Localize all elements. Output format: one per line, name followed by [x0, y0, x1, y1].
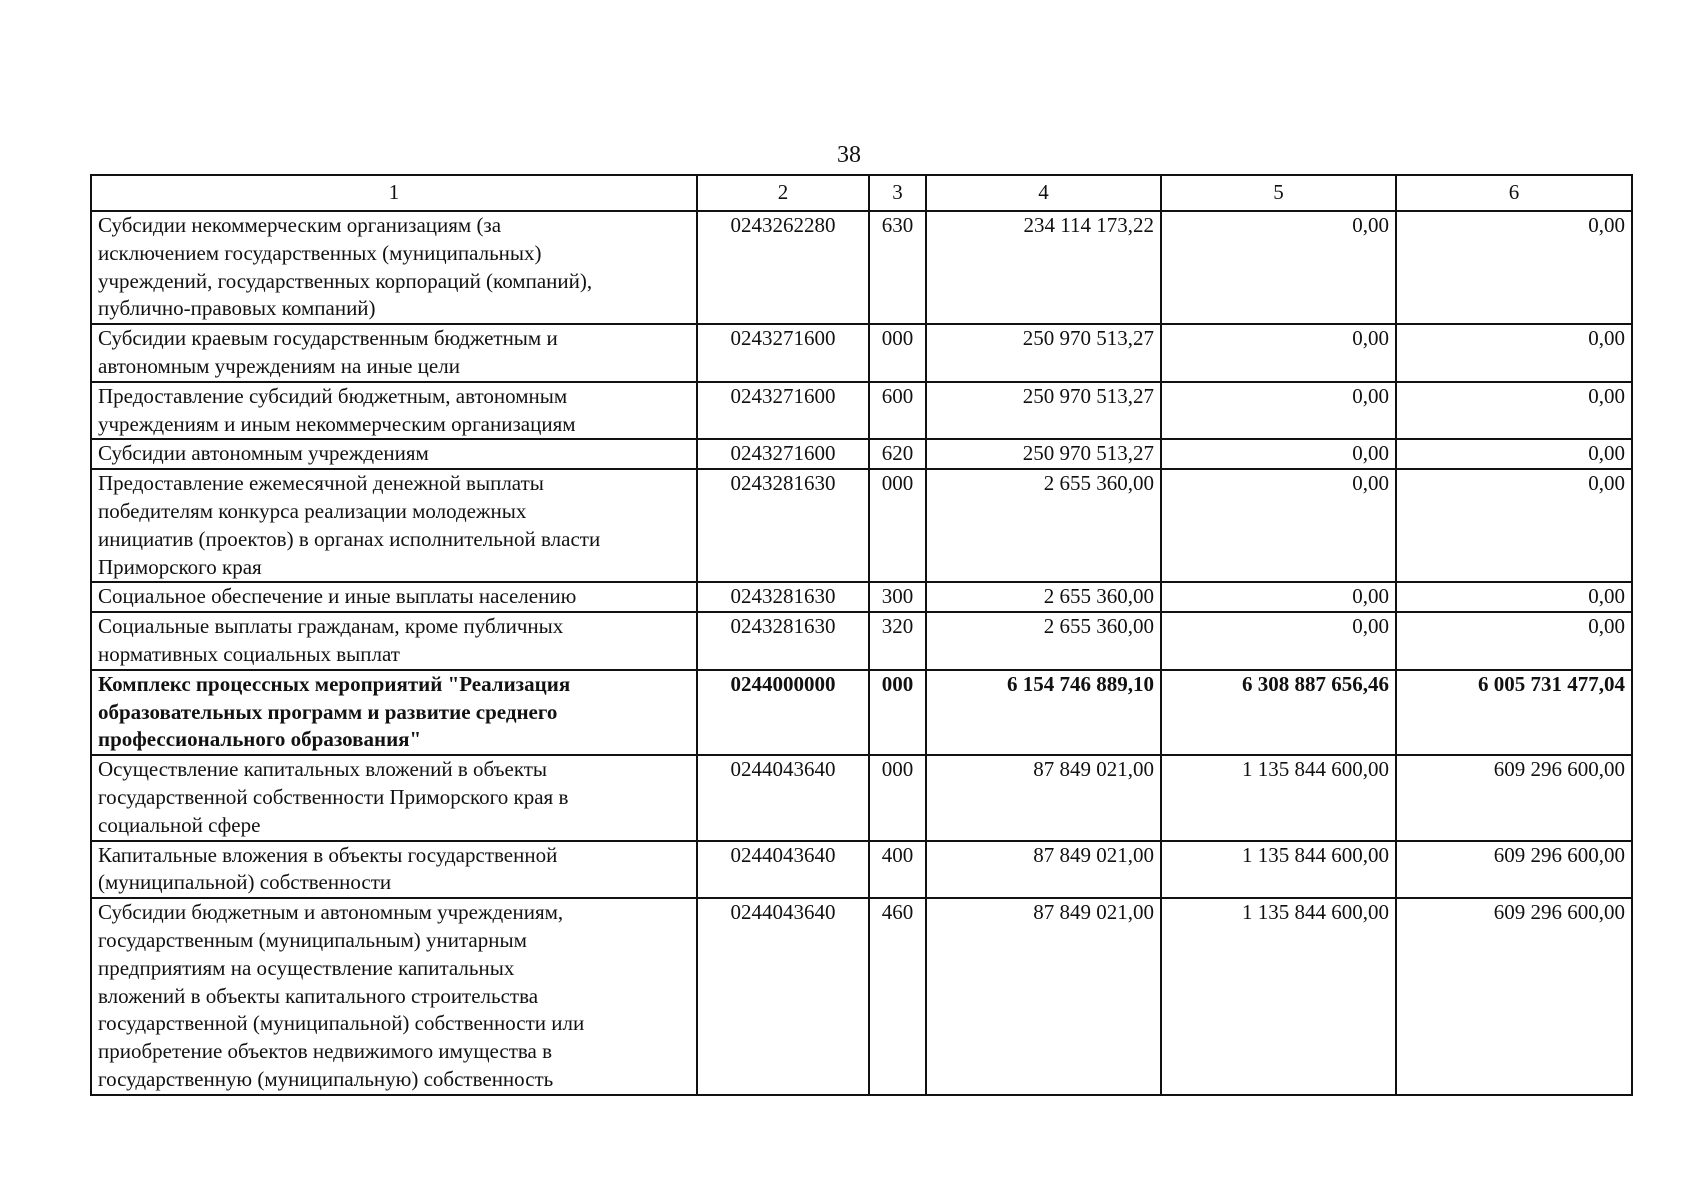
- row-code: 0244043640: [697, 841, 869, 899]
- header-col-4: 4: [926, 175, 1161, 211]
- row-code: 0243262280: [697, 211, 869, 324]
- row-name-line: образовательных программ и развитие среднего: [98, 699, 558, 724]
- row-amount-col4: 2 655 360,00: [926, 612, 1161, 670]
- header-col-1: 1: [91, 175, 697, 211]
- row-code: 0243271600: [697, 439, 869, 469]
- row-amount-col6: 609 296 600,00: [1396, 898, 1632, 1095]
- row-code: 0243271600: [697, 382, 869, 440]
- row-amount-col6: 6 005 731 477,04: [1396, 670, 1632, 755]
- row-amount-col5: 0,00: [1161, 324, 1396, 382]
- row-name-line: Социальное обеспечение и иные выплаты населению: [98, 584, 577, 609]
- row-amount-col6: 0,00: [1396, 582, 1632, 612]
- row-amount-col6: 0,00: [1396, 469, 1632, 582]
- row-name-line: (муниципальной) собственности: [98, 870, 392, 895]
- row-name-line: Социальные выплаты гражданам, кроме публичных: [98, 614, 564, 639]
- row-name-line: государственной собственности Приморского края в: [98, 784, 569, 809]
- row-expense-type: 300: [869, 582, 926, 612]
- row-name-line: учреждениям и иным некоммерческим организациям: [98, 411, 576, 436]
- row-code: 0243281630: [697, 582, 869, 612]
- row-name-line: вложений в объекты капитального строительства: [98, 983, 539, 1008]
- row-amount-col6: 0,00: [1396, 211, 1632, 324]
- row-expense-type: 000: [869, 324, 926, 382]
- row-amount-col4: 2 655 360,00: [926, 582, 1161, 612]
- row-name: [91, 324, 697, 382]
- row-name: [91, 755, 697, 840]
- table-header-row: [91, 175, 1632, 211]
- row-amount-col5: 0,00: [1161, 469, 1396, 582]
- row-amount-col4: 6 154 746 889,10: [926, 670, 1161, 755]
- row-name: [91, 898, 697, 1095]
- header-col-5: 5: [1161, 175, 1396, 211]
- row-name-line: Субсидии автономным учреждениям: [98, 441, 429, 466]
- row-name-line: публично-правовых компаний): [98, 296, 376, 321]
- row-amount-col6: 0,00: [1396, 382, 1632, 440]
- budget-table: [90, 174, 1633, 1096]
- row-name: [91, 582, 697, 612]
- row-amount-col4: 87 849 021,00: [926, 755, 1161, 840]
- row-name-line: государственным (муниципальным) унитарным: [98, 927, 527, 952]
- page-number: 38: [837, 142, 861, 168]
- row-code: 0244000000: [697, 670, 869, 755]
- table-row: [91, 211, 1632, 324]
- row-code: 0243281630: [697, 469, 869, 582]
- row-amount-col5: 1 135 844 600,00: [1161, 755, 1396, 840]
- table-row: [91, 898, 1632, 1095]
- row-name-line: профессионального образования": [98, 727, 422, 752]
- row-name-line: Комплекс процессных мероприятий "Реализация: [98, 671, 571, 696]
- row-expense-type: 400: [869, 841, 926, 899]
- table-body: [91, 211, 1632, 1095]
- row-expense-type: 460: [869, 898, 926, 1095]
- row-name-line: нормативных социальных выплат: [98, 641, 400, 666]
- header-col-3: 3: [869, 175, 926, 211]
- header-col-6: 6: [1396, 175, 1632, 211]
- row-expense-type: 600: [869, 382, 926, 440]
- row-code: 0243281630: [697, 612, 869, 670]
- table-row: [91, 612, 1632, 670]
- row-amount-col4: 234 114 173,22: [926, 211, 1161, 324]
- row-name: [91, 382, 697, 440]
- row-amount-col4: 87 849 021,00: [926, 898, 1161, 1095]
- header-col-2: 2: [697, 175, 869, 211]
- row-amount-col6: 0,00: [1396, 324, 1632, 382]
- row-name: [91, 211, 697, 324]
- row-amount-col4: 250 970 513,27: [926, 439, 1161, 469]
- row-name: [91, 439, 697, 469]
- table-row: [91, 439, 1632, 469]
- row-name-line: Субсидии некоммерческим организациям (за: [98, 213, 502, 237]
- row-name-line: государственной (муниципальной) собственности или: [98, 1011, 585, 1036]
- row-amount-col5: 0,00: [1161, 612, 1396, 670]
- row-amount-col6: 609 296 600,00: [1396, 841, 1632, 899]
- row-expense-type: 000: [869, 670, 926, 755]
- row-expense-type: 630: [869, 211, 926, 324]
- row-name: [91, 469, 697, 582]
- row-amount-col4: 250 970 513,27: [926, 324, 1161, 382]
- row-amount-col6: 609 296 600,00: [1396, 755, 1632, 840]
- table-row: [91, 755, 1632, 840]
- row-amount-col5: 1 135 844 600,00: [1161, 841, 1396, 899]
- row-amount-col5: 0,00: [1161, 382, 1396, 440]
- row-expense-type: 620: [869, 439, 926, 469]
- table-row: [91, 324, 1632, 382]
- row-amount-col5: 0,00: [1161, 211, 1396, 324]
- row-name-line: Приморского края: [98, 554, 262, 579]
- row-amount-col6: 0,00: [1396, 612, 1632, 670]
- table-row: [91, 670, 1632, 755]
- row-code: 0243271600: [697, 324, 869, 382]
- row-amount-col5: 1 135 844 600,00: [1161, 898, 1396, 1095]
- row-name-line: исключением государственных (муниципальных): [98, 240, 542, 265]
- row-name-line: Осуществление капитальных вложений в объекты: [98, 757, 548, 782]
- row-name-line: победителям конкурса реализации молодежных: [98, 498, 527, 523]
- row-amount-col5: 6 308 887 656,46: [1161, 670, 1396, 755]
- row-code: 0244043640: [697, 755, 869, 840]
- row-amount-col5: 0,00: [1161, 439, 1396, 469]
- row-amount-col6: 0,00: [1396, 439, 1632, 469]
- table-row: [91, 582, 1632, 612]
- row-amount-col4: 250 970 513,27: [926, 382, 1161, 440]
- table-row: [91, 469, 1632, 582]
- row-amount-col5: 0,00: [1161, 582, 1396, 612]
- row-name-line: Капитальные вложения в объекты государственной: [98, 842, 558, 867]
- table-row: [91, 382, 1632, 440]
- row-name-line: предприятиям на осуществление капитальных: [98, 955, 515, 980]
- row-name-line: Предоставление субсидий бюджетным, автономным: [98, 383, 568, 408]
- row-expense-type: 000: [869, 469, 926, 582]
- row-name-line: государственную (муниципальную) собственность: [98, 1066, 554, 1091]
- row-expense-type: 000: [869, 755, 926, 840]
- table-row: [91, 841, 1632, 899]
- row-expense-type: 320: [869, 612, 926, 670]
- row-name: [91, 670, 697, 755]
- row-name-line: приобретение объектов недвижимого имущества в: [98, 1039, 553, 1064]
- row-name: [91, 841, 697, 899]
- row-name-line: Предоставление ежемесячной денежной выплаты: [98, 471, 544, 496]
- row-name-line: учреждений, государственных корпораций (компаний),: [98, 268, 593, 293]
- row-name-line: автономным учреждениям на иные цели: [98, 353, 460, 378]
- row-amount-col4: 87 849 021,00: [926, 841, 1161, 899]
- row-code: 0244043640: [697, 898, 869, 1095]
- row-name-line: Субсидии краевым государственным бюджетным и: [98, 326, 558, 351]
- row-name: [91, 612, 697, 670]
- row-name-line: Субсидии бюджетным и автономным учреждениям,: [98, 900, 564, 925]
- row-amount-col4: 2 655 360,00: [926, 469, 1161, 582]
- row-name-line: социальной сфере: [98, 812, 261, 837]
- row-name-line: инициатив (проектов) в органах исполнительной власти: [98, 526, 601, 551]
